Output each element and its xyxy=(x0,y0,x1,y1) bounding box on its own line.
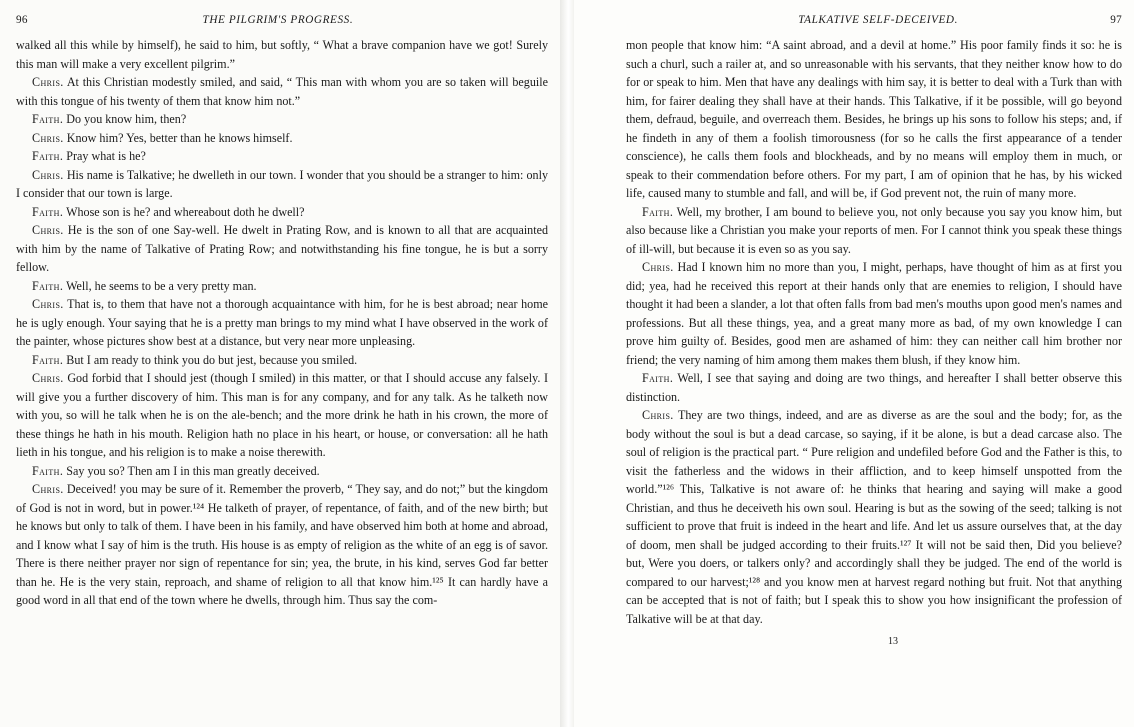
paragraph: mon people that know him: “A saint abroad, and a devil at home.” His poor family finds it so: he is such a churl, such a railer at, and so unreasonable with his servants, that they neither know how to do for or speak to him. Men that have any dealings with him say, it is better to deal with a Turk than with him, for fairer dealing they shall have at their hands. This Talkative, if it be possible, will go beyond them, defraud, beguile, and overreach them. Besides, he brings up his sons to follow his steps; and, if he findeth in any of them a foolish timorousness (for so he calls the first appearance of a tender conscience), he calls them fools and blockheads, and by no means will employ them in much, or speak to their commendation before others. For my part, I am of opinion that he has, by his wicked life, caused many to stumble and fall, and will be, if God prevent not, the ruin of many more. xyxy=(626,38,1122,200)
speaker-label: Chris. xyxy=(642,260,674,274)
paragraph: Chris. Deceived! you may be sure of it. Remember the proverb, “ They say, and do not;” but the kingdom of God is not in word, but in power.¹²⁴ He talketh of prayer, of repentance, of faith, and of the new birth; but he knows but only to talk of them. I have been in his family, and have observed him both at home and abroad, and I know what I say of him is the truth. His house is as empty of religion as the white of an egg is of savor. There is there neither prayer nor sign of repentance for sin; yea, the brute, in his kind, serves God far better than he. He is the very stain, reproach, and shame of religion to all that know him.¹²⁵ It can hardly have a good word in all that end of the town where he dwells, through him. Thus say the com- xyxy=(16,482,548,607)
paragraph: Chris. God forbid that I should jest (though I smiled) in this matter, or that I should accuse any falsely. I will give you a further discovery of him. This man is for any company, and for any talk. As he talketh now with you, so will he talk when he is on the ale-bench; and the more drink he hath in his crown, the more of these things he hath in his mouth. Religion hath no place in his heart, or house, or conversation: all he hath lieth in his tongue, and his religion is to make a noise therewith. xyxy=(16,371,548,459)
left-page-number: 96 xyxy=(16,14,28,26)
paragraph: Faith. Well, my brother, I am bound to believe you, not only because you say you know him, but also because like a Christian you make your reports of men. For I cannot think you speak these things of ill-will, but because it is even so as you say. xyxy=(626,204,1122,256)
paragraph: Faith. But I am ready to think you do but jest, because you smiled. xyxy=(32,352,358,367)
paragraph: Faith. Pray what is he? xyxy=(32,149,146,163)
speaker-label: Chris. xyxy=(32,75,64,89)
paragraph: Chris. At this Christian modestly smiled, and said, “ This man with whom you are so taken will beguile with this tongue of his twenty of them that know him not.” xyxy=(16,75,548,108)
paragraph: walked all this while by himself), he said to him, but softly, “ What a brave companion have we got! Surely this man will make a very excellent pilgrim.” xyxy=(16,38,548,71)
speaker-label: Faith. xyxy=(32,149,64,163)
left-running-title: THE PILGRIM'S PROGRESS. xyxy=(202,14,354,26)
paragraph: Faith. Do you know him, then? xyxy=(32,112,187,126)
paragraph: Faith. Say you so? Then am I in this man greatly deceived. xyxy=(32,463,320,478)
signature-folio: 13 xyxy=(888,636,898,647)
right-body xyxy=(626,36,1122,628)
right-page xyxy=(574,0,1134,727)
paragraph: Chris. His name is Talkative; he dwelleth in our town. I wonder that you should be a stranger to him: only I consider that our town is large. xyxy=(16,167,548,200)
speaker-label: Chris. xyxy=(32,297,64,311)
paragraph: Chris. Had I known him no more than you, I might, perhaps, have thought of him as at first you did; yea, had he received this report at their hands only that are enemies to religion, I should have thought it had been a slander, a lot that often falls from bad men's mouths upon good men's names and professions. But all these things, yea, and a great many more as bad, of my own knowledge I can prove him guilty of. Besides, good men are ashamed of him: they can neither call him brother nor friend; the very naming of him among them makes them blush, if they know him. xyxy=(626,260,1122,367)
speaker-label: Faith. xyxy=(32,278,64,293)
book-gutter xyxy=(560,0,574,727)
right-running-head xyxy=(626,14,1122,26)
speaker-label: Chris. xyxy=(32,130,64,145)
paragraph: Faith. Whose son is he? and whereabout doth he dwell? xyxy=(32,204,305,219)
paragraph: Faith. Well, he seems to be a very pretty man. xyxy=(32,278,257,293)
paragraph: Chris. He is the son of one Say-well. He dwelt in Prating Row, and is known to all that are acquainted with him by the name of Talkative of Prating Row; and notwithstanding his fine tongue, he is but a sorry fellow. xyxy=(16,223,548,274)
speaker-label: Faith. xyxy=(642,371,674,385)
paragraph: Faith. Well, I see that saying and doing are two things, and hereafter I shall better observe this distinction. xyxy=(626,371,1122,404)
speaker-label: Faith. xyxy=(32,112,64,126)
speaker-label: Faith. xyxy=(32,204,64,219)
speaker-label: Faith. xyxy=(642,204,674,219)
speaker-label: Faith. xyxy=(32,463,64,478)
right-page-number: 97 xyxy=(1110,14,1122,26)
right-running-title: TALKATIVE SELF-DECEIVED. xyxy=(798,14,959,26)
paragraph: Chris. They are two things, indeed, and are as diverse as are the soul and the body; for, as the body without the soul is but a dead carcase, so saying, if it be alone, is but a dead carcase also. The soul of religion is the practical part. “ Pure religion and undefiled before God and the Father is this, to visit the fatherless and the widows in their affliction, and to keep himself unspotted from the world.”¹²⁶ This, Talkative is not aware of: he thinks that hearing and saying will make a good Christian, and thus he deceiveth his own soul. Hearing is but as the sowing of the seed; talking is not sufficient to prove that fruit is indeed in the heart and life. And let us assure ourselves that, at the day of doom, men shall be judged according to their fruits.¹²⁷ It will not be said then, Did you believe? but, Were you doers, or talkers only? and accordingly shall they be judged. The end of the world is compared to our harvest;¹²⁸ and you know men at harvest regard nothing but fruit. Not that anything can be accepted that is not of faith; but I speak this to show you how insignificant the profession of Talkative will be at that day. xyxy=(626,408,1123,626)
left-running-head xyxy=(16,14,548,26)
speaker-label: Chris. xyxy=(642,408,674,422)
speaker-label: Faith. xyxy=(32,352,64,367)
paragraph: Chris. That is, to them that have not a thorough acquaintance with him, for he is best abroad; near home he is ugly enough. Your saying that he is a pretty man brings to my mind what I have observed in the work of the painter, whose pictures show best at a distance, but very near more unpleasing. xyxy=(16,297,548,348)
speaker-label: Chris. xyxy=(32,482,64,496)
left-body xyxy=(16,36,548,610)
left-page xyxy=(0,0,560,727)
speaker-label: Chris. xyxy=(32,371,64,385)
speaker-label: Chris. xyxy=(32,223,64,237)
paragraph: Chris. Know him? Yes, better than he knows himself. xyxy=(32,130,293,145)
speaker-label: Chris. xyxy=(32,167,64,182)
